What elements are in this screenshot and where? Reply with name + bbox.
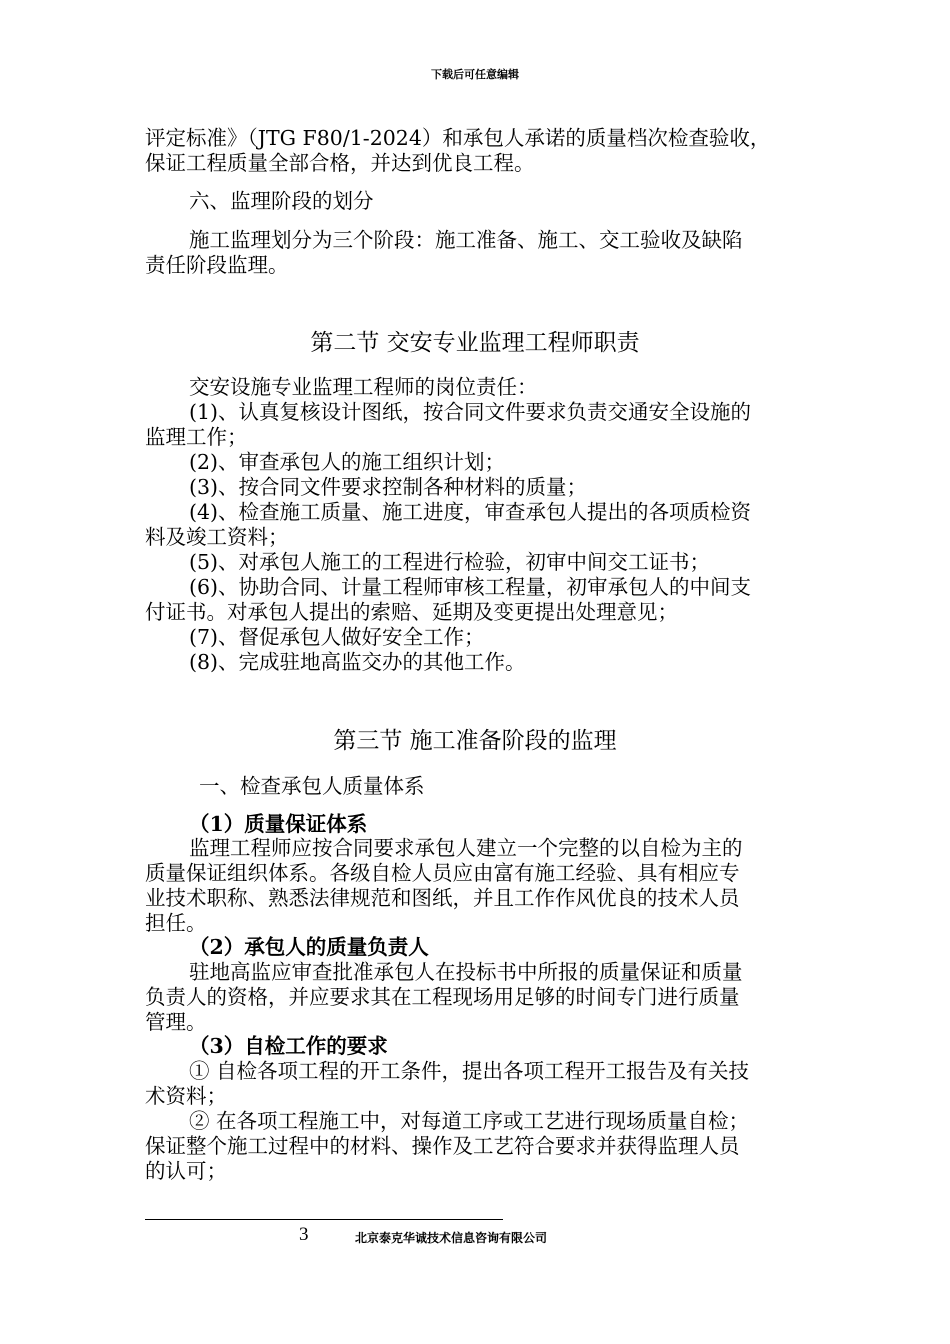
duty-item: (2)、审查承包人的施工组织计划； xyxy=(189,450,506,474)
paragraph-line: 负责人的资格，并应要求其在工程现场用足够的时间专门进行质量 xyxy=(145,985,740,1009)
requirement-item: ① 自检各项工程的开工条件，提出各项工程开工报告及有关技 xyxy=(189,1059,750,1083)
footer-company: 北京泰克华诚技术信息咨询有限公司 xyxy=(355,1231,548,1245)
duty-item: 监理工作； xyxy=(145,425,248,449)
part-1-title: 一、检查承包人质量体系 xyxy=(199,774,425,798)
duty-item: (8)、完成驻地高监交办的其他工作。 xyxy=(189,650,526,674)
paragraph-line: 驻地高监应审查批准承包人在投标书中所报的质量保证和质量 xyxy=(189,960,743,984)
paragraph-line: 管理。 xyxy=(145,1010,207,1034)
paragraph-line: 施工监理划分为三个阶段：施工准备、施工、交工验收及缺陷 xyxy=(189,228,743,252)
header-note: 下载后可任意编辑 xyxy=(431,68,519,81)
requirement-item: 术资料； xyxy=(145,1084,227,1108)
paragraph-line: 业技术职称、熟悉法律规范和图纸，并且工作作风优良的技术人员 xyxy=(145,886,740,910)
paragraph-line: 评定标准》（JTG F80/1-2024）和承包人承诺的质量档次检查验收， xyxy=(145,126,771,150)
page-number: 3 xyxy=(299,1224,309,1245)
section-6-title: 六、监理阶段的划分 xyxy=(189,189,374,213)
requirement-item: 保证整个施工过程中的材料、操作及工艺符合要求并获得监理人员 xyxy=(145,1134,740,1158)
paragraph-line: 保证工程质量全部合格，并达到优良工程。 xyxy=(145,151,535,175)
section-3-heading: 第三节 施工准备阶段的监理 xyxy=(333,728,617,754)
paragraph-line: 监理工程师应按合同要求承包人建立一个完整的以自检为主的 xyxy=(189,836,743,860)
paragraph-line: 责任阶段监理。 xyxy=(145,253,289,277)
duty-item: (1)、认真复核设计图纸，按合同文件要求负责交通安全设施的 xyxy=(189,400,752,424)
duty-item: (7)、督促承包人做好安全工作； xyxy=(189,625,485,649)
sub-1-title: （1）质量保证体系 xyxy=(189,812,368,836)
requirement-item: 的认可； xyxy=(145,1159,227,1183)
sub-3-title: （3）自检工作的要求 xyxy=(189,1034,388,1058)
duty-item: 付证书。对承包人提出的索赔、延期及变更提出处理意见； xyxy=(145,600,678,624)
paragraph-line: 质量保证组织体系。各级自检人员应由富有施工经验、具有相应专 xyxy=(145,861,740,885)
duty-item: 料及竣工资料； xyxy=(145,525,289,549)
paragraph-line: 担任。 xyxy=(145,911,207,935)
duty-item: (6)、协助合同、计量工程师审核工程量，初审承包人的中间支 xyxy=(189,575,752,599)
footer-divider xyxy=(145,1219,503,1220)
sub-2-title: （2）承包人的质量负责人 xyxy=(189,935,429,959)
duty-item: (3)、按合同文件要求控制各种材料的质量； xyxy=(189,475,588,499)
duty-item: (4)、检查施工质量、施工进度，审查承包人提出的各项质检资 xyxy=(189,500,752,524)
requirement-item: ② 在各项工程施工中，对每道工序或工艺进行现场质量自检； xyxy=(189,1109,750,1133)
duty-item: (5)、对承包人施工的工程进行检验，初审中间交工证书； xyxy=(189,550,711,574)
duty-intro: 交安设施专业监理工程师的岗位责任： xyxy=(189,375,538,399)
section-2-heading: 第二节 交安专业监理工程师职责 xyxy=(310,330,640,356)
